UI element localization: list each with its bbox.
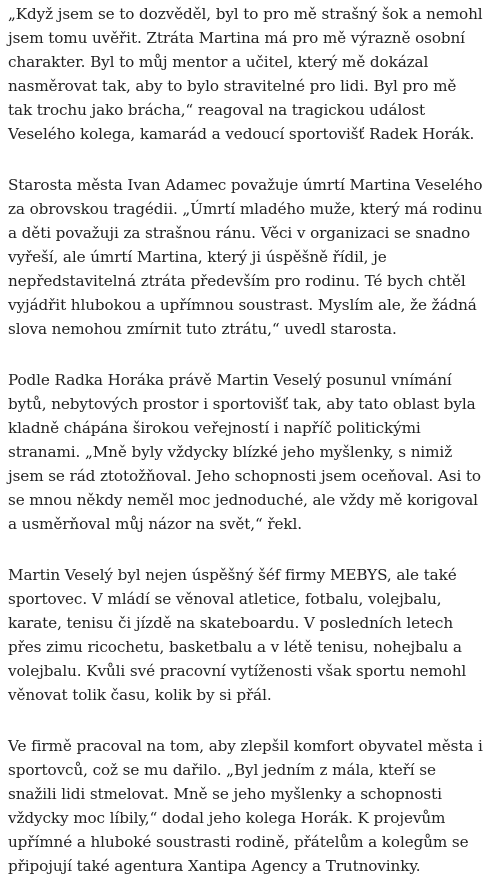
article-paragraph-5: Ve firmě pracoval na tom, aby zlepšil komfort obyvatel města i sportovců, což se mu dařilo. „Byl jedním z mála, kteří se snažili lidi stmelovat. Mně se jeho myšlenky a schopnosti vždycky moc líbily,“ dodal jeho kolega Horák. K projevům upřímné a hluboké soustrasti rodině, přátelům a kolegům se připojují také agentura Xantipa Agency a Trutnovinky. [8, 737, 483, 875]
article-paragraph-1: „Když jsem se to dozvěděl, byl to pro mě strašný šok a nemohl jsem tomu uvěřit. Ztráta Martina má pro mě výrazně osobní charakter. Byl to můj mentor a učitel, který mě dokázal nasměrovat tak, aby to bylo stravitelné pro lidi. Byl pro mě tak trochu jako brácha,“ reagoval na tragickou událost Veselého kolega, kamarád a vedoucí sportovišť Radek Horák. [8, 5, 483, 143]
article-paragraph-2: Starosta města Ivan Adamec považuje úmrtí Martina Veselého za obrovskou tragédii. „Úmrtí mladého muže, který má rodinu a děti považuji za strašnou ránu. Věci v organizaci se snadno vyřeší, ale úmrtí Martina, který ji úspěšně řídil, je nepředstavitelná ztráta především pro rodinu. Té bych chtěl vyjádřit hlubokou a upřímnou soustrast. Myslím ale, že žádná slova nemohou zmírnit tuto ztrátu,“ uvedl starosta. [8, 176, 483, 338]
article-paragraph-4: Martin Veselý byl nejen úspěšný šéf firmy MEBYS, ale také sportovec. V mládí se věnoval atletice, fotbalu, volejbalu, karate, tenisu či jízdě na skateboardu. V posledních letech přes zimu ricochetu, basketbalu a v létě tenisu, nohejbalu a volejbalu. Kvůli své pracovní vytíženosti však sportu nemohl věnovat tolik času, kolik by si přál. [8, 566, 467, 704]
article-paragraph-3: Podle Radka Horáka právě Martin Veselý posunul vnímání bytů, nebytových prostor i sportovišť tak, aby tato oblast byla kladně chápána širokou veřejností i napříč politickými stranami. „Mně byly vždycky blízké jeho myšlenky, s nimiž jsem se rád ztotožňoval. Jeho schopnosti jsem oceňoval. Asi to se mnou někdy neměl moc jednoduché, ale vždy mě korigoval a usměrňoval můj názor na svět,“ řekl. [8, 371, 481, 533]
article-body [8, 2, 484, 878]
